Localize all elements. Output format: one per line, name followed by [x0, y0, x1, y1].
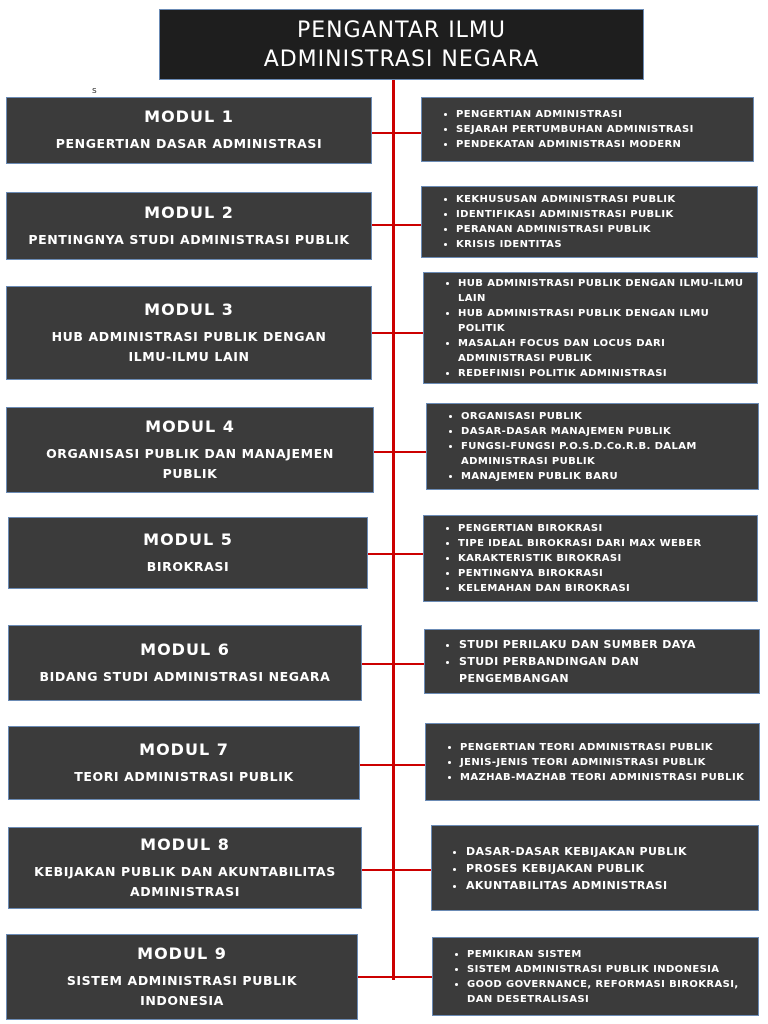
- topic-item: • SEJARAH PERTUMBUHAN ADMINISTRASI: [456, 122, 745, 137]
- modul-2-topics: [421, 186, 758, 258]
- topic-item: • KEKHUSUSAN ADMINISTRASI PUBLIK: [456, 192, 749, 207]
- modul-3-topics: [423, 272, 758, 384]
- modul-2-box: [6, 192, 372, 260]
- modul-title: MODUL 8: [140, 834, 230, 854]
- modul-1-box: [6, 97, 372, 164]
- modul-8-box: [8, 827, 362, 909]
- topic-item: • HUB ADMINISTRASI PUBLIK DENGAN ILMU-ILMU LAIN: [458, 276, 749, 306]
- modul-3-box: [6, 286, 372, 380]
- topic-item: • PROSES KEBIJAKAN PUBLIK: [466, 860, 750, 877]
- modul-title: MODUL 5: [143, 529, 233, 549]
- topic-item: • PEMIKIRAN SISTEM: [467, 947, 750, 962]
- connector-1: [371, 132, 421, 134]
- topic-item: • STUDI PERBANDINGAN DAN PENGEMBANGAN: [459, 653, 751, 687]
- modul-description: HUB ADMINISTRASI PUBLIK DENGAN ILMU-ILMU LAIN: [51, 328, 327, 364]
- modul-8-topics: [431, 825, 759, 911]
- modul-title: MODUL 9: [137, 943, 227, 963]
- connector-5: [368, 553, 424, 555]
- connector-8: [362, 869, 432, 871]
- topic-item: • AKUNTABILITAS ADMINISTRASI: [466, 877, 750, 894]
- modul-title: MODUL 3: [144, 299, 234, 319]
- modul-description: BIROKRASI: [146, 558, 230, 574]
- connector-2: [371, 224, 421, 226]
- modul-9-topics: [432, 937, 759, 1016]
- topic-item: • DASAR-DASAR KEBIJAKAN PUBLIK: [466, 843, 750, 860]
- modul-4-topics: [426, 403, 759, 490]
- modul-1-topics: [421, 97, 754, 162]
- connector-9: [358, 976, 432, 978]
- topic-item: • PENGERTIAN BIROKRASI: [458, 521, 749, 536]
- modul-6-topics: [424, 629, 760, 694]
- modul-6-box: [8, 625, 362, 701]
- topic-item: • ORGANISASI PUBLIK: [461, 409, 750, 424]
- modul-title: MODUL 1: [144, 107, 234, 126]
- modul-title: MODUL 2: [144, 202, 234, 222]
- modul-title: MODUL 7: [139, 739, 229, 759]
- topic-item: • KRISIS IDENTITAS: [456, 237, 749, 252]
- topic-item: • IDENTIFIKASI ADMINISTRASI PUBLIK: [456, 207, 749, 222]
- topic-item: • MAZHAB-MAZHAB TEORI ADMINISTRASI PUBLIK: [460, 770, 751, 785]
- topic-item: • REDEFINISI POLITIK ADMINISTRASI: [458, 366, 749, 381]
- topic-item: • PERANAN ADMINISTRASI PUBLIK: [456, 222, 749, 237]
- topic-item: • JENIS-JENIS TEORI ADMINISTRASI PUBLIK: [460, 755, 751, 770]
- modul-7-box: [8, 726, 360, 800]
- modul-5-box: [8, 517, 368, 589]
- topic-item: • PENGERTIAN TEORI ADMINISTRASI PUBLIK: [460, 740, 751, 755]
- topic-item: • GOOD GOVERNANCE, REFORMASI BIROKRASI, DAN DESETRALISASI: [467, 977, 750, 1007]
- title-line-2: ADMINISTRASI NEGARA: [263, 47, 540, 72]
- topic-item: • STUDI PERILAKU DAN SUMBER DAYA: [459, 636, 751, 653]
- modul-description: PENTINGNYA STUDI ADMINISTRASI PUBLIK: [28, 231, 350, 247]
- title-line-1: PENGANTAR ILMU: [296, 18, 507, 43]
- topic-item: • PENDEKATAN ADMINISTRASI MODERN: [456, 137, 745, 152]
- modul-title: MODUL 4: [145, 416, 235, 436]
- modul-description: KEBIJAKAN PUBLIK DAN AKUNTABILITAS ADMINISTRASI: [34, 863, 336, 899]
- modul-description: PENGERTIAN DASAR ADMINISTRASI: [55, 136, 323, 151]
- modul-description: BIDANG STUDI ADMINISTRASI NEGARA: [39, 668, 331, 684]
- topic-item: • KARAKTERISTIK BIROKRASI: [458, 551, 749, 566]
- modul-title: MODUL 6: [140, 639, 230, 659]
- topic-item: • MANAJEMEN PUBLIK BARU: [461, 469, 750, 484]
- topic-item: • PENGERTIAN ADMINISTRASI: [456, 107, 745, 122]
- topic-item: • MASALAH FOCUS DAN LOCUS DARI ADMINISTRASI PUBLIK: [458, 336, 749, 366]
- connector-4: [373, 451, 426, 453]
- modul-description: ORGANISASI PUBLIK DAN MANAJEMEN PUBLIK: [46, 445, 334, 481]
- topic-item: • HUB ADMINISTRASI PUBLIK DENGAN ILMU POLITIK: [458, 306, 749, 336]
- connector-3: [371, 332, 423, 334]
- topic-item: • FUNGSI-FUNGSI P.O.S.D.Co.R.B. DALAM ADMINISTRASI PUBLIK: [461, 439, 750, 469]
- topic-item: • KELEMAHAN DAN BIROKRASI: [458, 581, 749, 596]
- modul-7-topics: [425, 723, 760, 801]
- stray-mark: s: [92, 86, 97, 96]
- topic-item: • SISTEM ADMINISTRASI PUBLIK INDONESIA: [467, 962, 750, 977]
- modul-9-box: [6, 934, 358, 1020]
- modul-5-topics: [423, 515, 758, 602]
- modul-description: SISTEM ADMINISTRASI PUBLIK INDONESIA: [66, 972, 298, 1008]
- connector-6: [362, 663, 424, 665]
- topic-item: • DASAR-DASAR MANAJEMEN PUBLIK: [461, 424, 750, 439]
- modul-4-box: [6, 407, 374, 493]
- diagram-title: [159, 9, 644, 80]
- modul-description: TEORI ADMINISTRASI PUBLIK: [74, 768, 294, 784]
- topic-item: • PENTINGNYA BIROKRASI: [458, 566, 749, 581]
- connector-7: [360, 764, 426, 766]
- topic-item: • TIPE IDEAL BIROKRASI DARI MAX WEBER: [458, 536, 749, 551]
- trunk-line: [392, 80, 395, 980]
